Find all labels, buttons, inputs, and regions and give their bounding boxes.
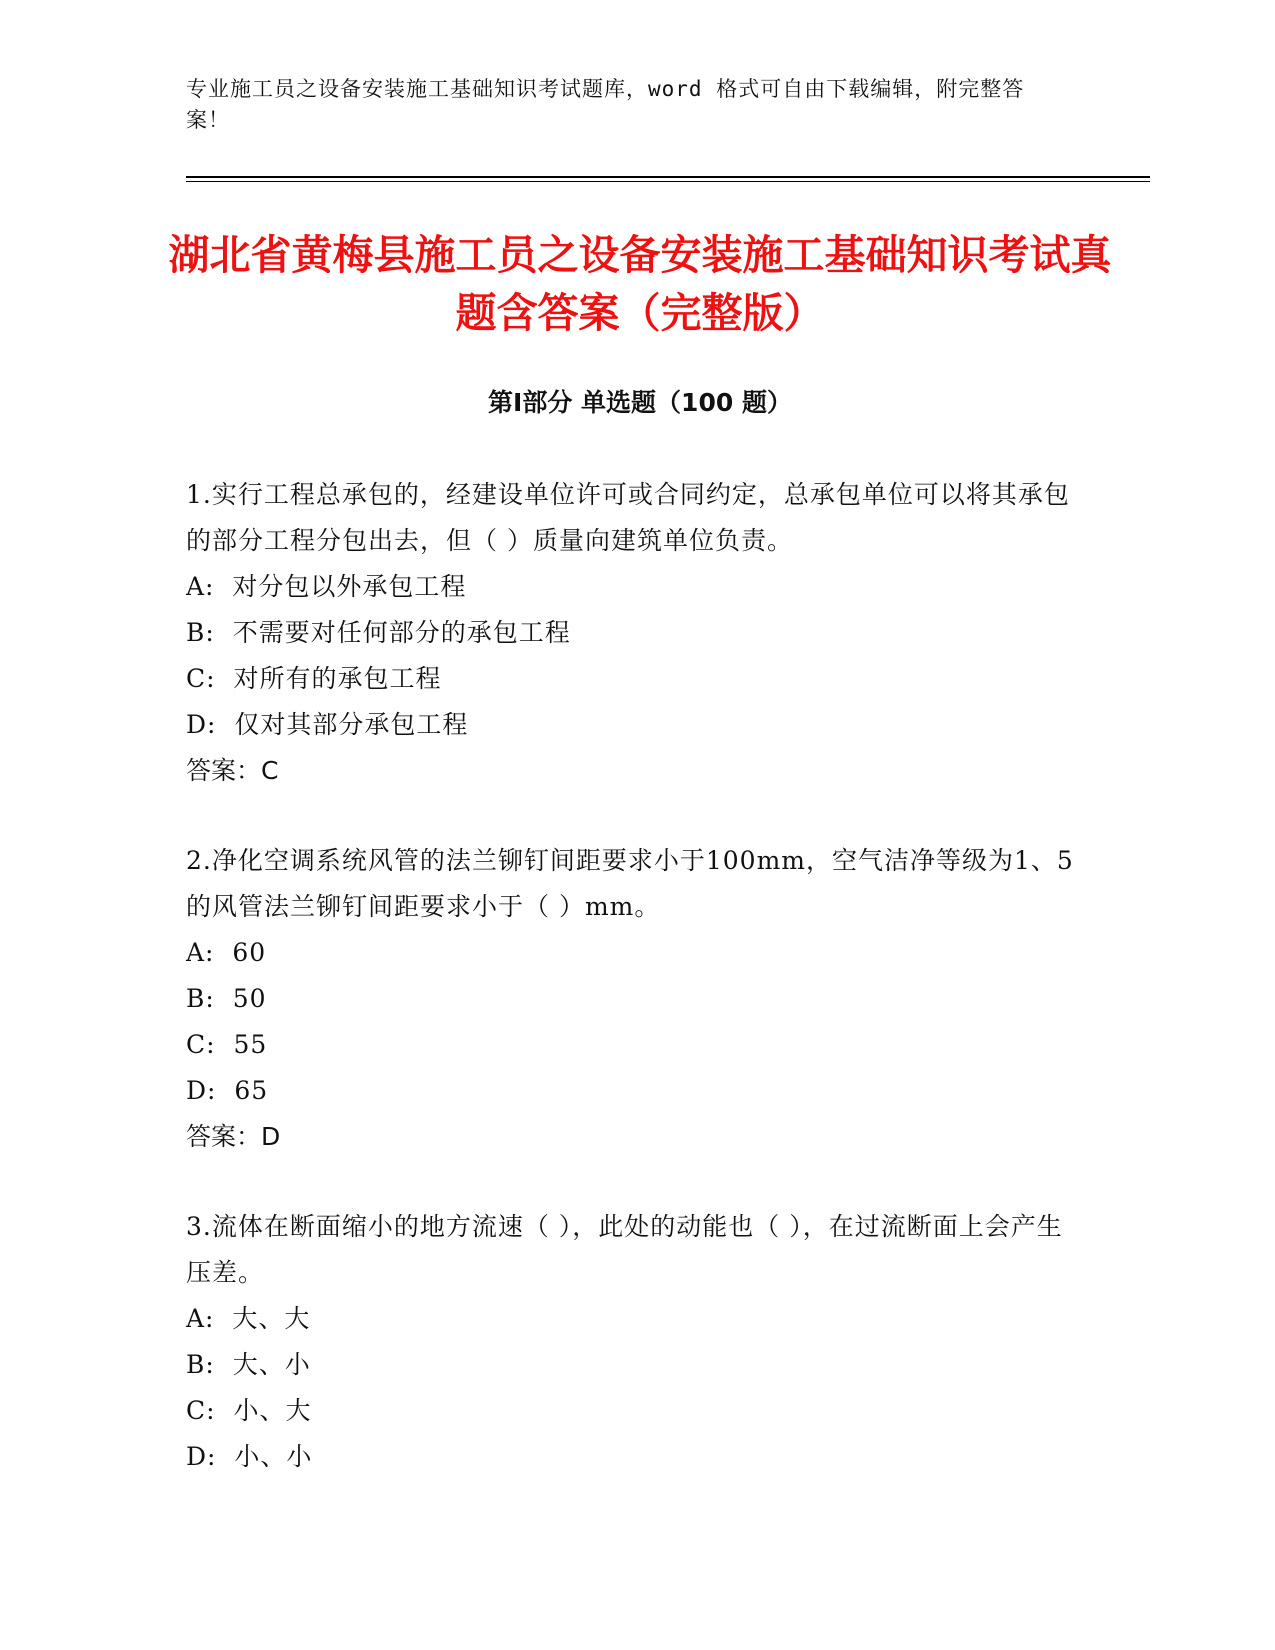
- answer-line: 答案：C: [186, 756, 279, 785]
- option-d: D: 仅对其部分承包工程: [186, 710, 469, 739]
- option-b: B: 不需要对任何部分的承包工程: [186, 618, 571, 647]
- question-stem: 2.净化空调系统风管的法兰铆钉间距要求小于100mm，空气洁净等级为1、5 的风管法兰铆钉间距要求小于（ ）mm。: [186, 846, 1074, 921]
- question-2: [186, 838, 1086, 1160]
- option-a: A: 对分包以外承包工程: [186, 572, 467, 601]
- option-a: A: 60: [186, 938, 267, 967]
- document-title: 湖北省黄梅县施工员之设备安装施工基础知识考试真题含答案（完整版）: [168, 231, 1112, 337]
- question-stem: 3.流体在断面缩小的地方流速（ ），此处的动能也（ ），在过流断面上会产生压差。: [186, 1212, 1063, 1287]
- question-list: [186, 472, 1086, 1524]
- option-b: B: 50: [186, 984, 267, 1013]
- option-b: B: 大、小: [186, 1350, 311, 1379]
- option-a: A: 大、大: [186, 1304, 311, 1333]
- option-c: C: 55: [186, 1030, 268, 1059]
- question-1: [186, 472, 1086, 794]
- header-rule-thick: [186, 176, 1150, 178]
- option-c: C: 对所有的承包工程: [186, 664, 442, 693]
- question-3: [186, 1204, 1086, 1480]
- header-rule-thin: [186, 181, 1150, 182]
- answer-line: 答案：D: [186, 1122, 281, 1151]
- section-heading: 第Ⅰ部分 单选题（100 题）: [488, 388, 792, 417]
- header-note: 专业施工员之设备安装施工基础知识考试题库，word 格式可自由下载编辑，附完整答案！: [186, 77, 1025, 132]
- option-c: C: 小、大: [186, 1396, 312, 1425]
- question-stem: 1.实行工程总承包的，经建设单位许可或合同约定，总承包单位可以将其承包的部分工程分包出去，但（ ）质量向建筑单位负责。: [186, 480, 1070, 555]
- option-d: D: 65: [186, 1076, 269, 1105]
- option-d: D: 小、小: [186, 1442, 313, 1471]
